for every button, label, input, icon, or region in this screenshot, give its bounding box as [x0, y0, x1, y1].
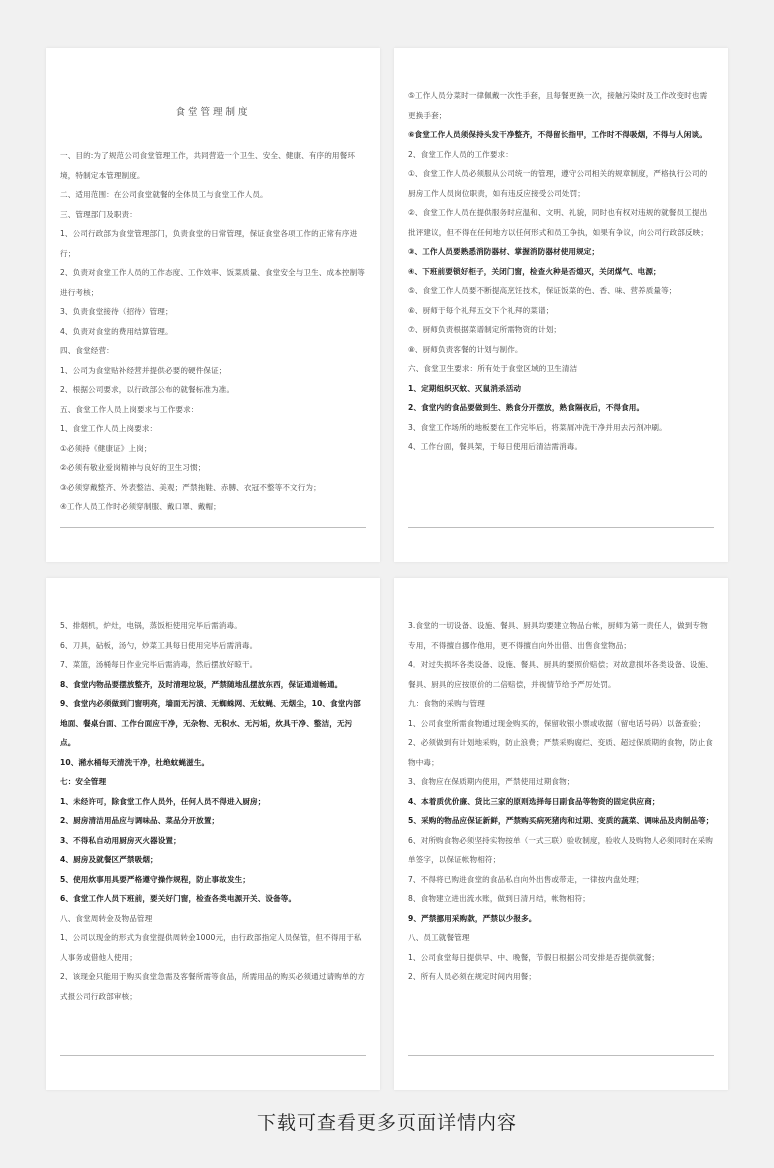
paragraph: 4、负责对食堂的费用结算管理。	[60, 326, 173, 336]
document-title: 食堂管理制度	[175, 107, 251, 118]
paragraph: ⑥食堂工作人员须保持头发干净整齐，不得留长指甲，工作时不得吸烟，不得与人闲谈。	[408, 130, 707, 139]
paragraph: 1、定期组织灭蚊、灭鼠消杀活动	[408, 383, 522, 393]
paragraph: 2、根据公司要求，以行政部公布的就餐标准为准。	[60, 385, 235, 394]
page-divider	[60, 527, 366, 528]
page-divider	[408, 1055, 714, 1056]
page-content	[408, 616, 714, 987]
paragraph: 5、使用炊事用具要严格遵守操作规程，防止事故发生；	[60, 874, 251, 884]
paragraph: 6、刀具，砧板，汤勺，炒菜工具每日使用完毕后需消毒。	[60, 640, 258, 650]
paragraph: 1、公司行政部为食堂管理部门，负责食堂的日常管理，保证食堂各项工作的正常有序进行；	[60, 229, 358, 258]
paragraph: 4、厨房及就餐区严禁吸烟；	[60, 855, 158, 864]
paragraph: 1、公司食堂每日提供早、中、晚餐，节假日根据公司安排是否提供就餐；	[408, 952, 660, 962]
paragraph: 1、公司食堂所需食物通过现金购买的，保留收银小票或收据（留电话号码）以备查验；	[408, 718, 706, 728]
paragraph: 6、食堂工作人员下班前，要关好门窗，检查各类电源开关、设备等。	[60, 894, 297, 903]
paragraph: 4．对过失损坏各类设备、设施、餐具、厨具的要照价赔偿；对故意损坏各类设备、设施、餐具、厨具的应按原价的二倍赔偿，并视情节给予严厉处罚。	[408, 660, 713, 689]
paragraph: 3、食物应在保质期内使用，严禁使用过期食物；	[408, 777, 575, 786]
paragraph: 8、食堂内物品要摆放整齐，及时清理垃圾，严禁随地乱摆放东西，保证通道畅通。	[60, 679, 343, 689]
paragraph: 4、工作台面，餐具架，于每日使用后清洁需消毒。	[408, 442, 583, 451]
paragraph: 1、公司为食堂贴补经营并提供必要的硬件保证；	[60, 365, 227, 375]
paragraph: ①、食堂工作人员必须服从公司统一的管理，遵守公司相关的规章制度，严格执行公司的厨房工作人员岗位职责，如有违反应接受公司处罚；	[408, 169, 708, 198]
paragraph: ③、工作人员要熟悉消防器材、掌握消防器材使用规定；	[408, 247, 600, 256]
paragraph: 八、员工就餐管理	[408, 933, 470, 942]
paragraph: 二、适用范围：在公司食堂就餐的全体员工与食堂工作人员。	[60, 190, 268, 199]
paragraph: 三、管理部门及职责：	[60, 209, 137, 219]
paragraph: 5、排烟机，炉灶，电锅，蒸饭柜使用完毕后需消毒。	[60, 621, 242, 630]
document-page-1	[46, 48, 380, 562]
page-divider	[60, 1055, 366, 1056]
paragraph: 1、食堂工作人员上岗要求：	[60, 424, 158, 433]
paragraph: 9、严禁挪用采购款，严禁以少报多。	[408, 913, 537, 923]
paragraph: ④、下班前要锁好柜子，关闭门窗，检查火种是否熄灭，关闭煤气、电源；	[408, 266, 661, 276]
paragraph: 9、食堂内必须做到门窗明亮，墙面无污渍、无蜘蛛网、无蚊蝇、无烟尘，10、食堂内部地面、餐桌台面、工作台面应干净，无杂物、无积水、无污垢，炊具干净、整洁，无污点。	[60, 699, 361, 747]
paragraph: ②、食堂工作人员在提供服务时应温和、文明、礼貌，同时也有权对违规的就餐员工提出批评建议，但不得在任何地方以任何形式和员工争执，如果有争议，向公司行政部反映；	[408, 208, 709, 237]
paragraph: 七：安全管理	[60, 777, 107, 786]
paragraph: 2、该现金只能用于购买食堂急需及客餐所需等食品，所需用品的购买必须通过请购单的方式报公司行政部审核；	[60, 972, 365, 1001]
paragraph: 3.食堂的一切设备、设施、餐具、厨具均要建立物品台帐，厨师为第一责任人，做到专物专用，不得擅自挪作他用，更不得擅自向外出借、出售食堂物品；	[408, 621, 708, 650]
page-content	[408, 86, 714, 457]
paragraph: 3、食堂工作场所的地板要在工作完毕后，将菜屑冲洗干净并用去污剂冲刷。	[408, 422, 667, 432]
paragraph: 八、食堂周转金及物品管理	[60, 913, 153, 923]
paragraph: ⑥、厨师于每个礼拜五交下个礼拜的菜谱；	[408, 305, 554, 315]
page-divider	[408, 527, 714, 528]
paragraph: 7、不得将已购进食堂的食品私自向外出售或带走，一律按内盘处理；	[408, 874, 644, 884]
paragraph: ⑤、食堂工作人员要不断提高烹饪技术，保证饭菜的色、香、味、营养质量等；	[408, 286, 677, 295]
paragraph: 2、所有人员必须在规定时间内用餐；	[408, 972, 537, 981]
paragraph: ④工作人员工作时必须穿制服、戴口罩、戴帽；	[60, 502, 221, 511]
page-content	[60, 616, 366, 1006]
paragraph: 2、负责对食堂工作人员的工作态度、工作效率、饭菜质量、食堂安全与卫生、成本控制等进行考核；	[60, 268, 365, 297]
paragraph: ⑦、厨师负责根据菜谱制定所需物资的计划；	[408, 325, 562, 334]
paragraph: 2、食堂内的食品要做到生、熟食分开摆放，熟食隔夜后，不得食用。	[408, 403, 645, 412]
download-more-prompt[interactable]: 下载可查看更多页面详情内容	[256, 1112, 517, 1134]
document-page-4	[394, 578, 728, 1090]
paragraph: 五、食堂工作人员上岗要求与工作要求：	[60, 404, 199, 414]
document-page-3	[46, 578, 380, 1090]
paragraph: 6、对所购食物必须坚持实物按单（一式三联）验收制度，验收人及购物人必须同时在采购单签字，以保证帐物相符；	[408, 835, 713, 864]
paragraph: 六、食堂卫生要求：所有处于食堂区域的卫生清洁	[408, 364, 578, 373]
paragraph: 2、厨房清洁用品应与调味品、菜品分开放置；	[60, 816, 220, 825]
paragraph: ②必须有敬业爱岗精神与良好的卫生习惯；	[60, 463, 206, 472]
paragraph: ⑤工作人员分菜时一律佩戴一次性手套，且每餐更换一次，接触污染时及工作改变时也需更换手套；	[408, 91, 708, 120]
paragraph: 5、采购的物品应保证新鲜，严禁购买病死猪肉和过期、变质的蔬菜、调味品及肉制品等；	[408, 816, 714, 825]
paragraph: 四、食堂经营：	[60, 346, 114, 355]
paragraph: ③必须穿戴整齐、外表整洁、美观；严禁拖鞋、赤膊、衣冠不整等不文行为；	[60, 482, 321, 492]
paragraph: 10、潲水桶每天清洗干净，杜绝蚊蝇滋生。	[60, 757, 210, 767]
paragraph: 1、未经许可，除食堂工作人员外，任何人员不得进入厨房；	[60, 796, 266, 806]
paragraph: 3、负责食堂接待（招待）管理；	[60, 307, 173, 316]
paragraph: 7、菜篮，汤桶每日作业完毕后需消毒，然后摆放好晾干。	[60, 660, 258, 669]
paragraph: 4、本着质优价廉、货比三家的原则选择每日副食品等物资的固定供应商；	[408, 796, 660, 806]
document-page-2	[394, 48, 728, 562]
paragraph: 2、食堂工作人员的工作要求：	[408, 149, 513, 159]
paragraph: 九：食物的采购与管理	[408, 699, 485, 708]
paragraph: 8、食物建立进出流水账，做到日清月结，帐物相符；	[408, 894, 590, 903]
page-content	[60, 146, 366, 517]
paragraph: 一、目的:为了规范公司食堂管理工作，共同营造一个卫生、安全、健康、有序的用餐环境，特制定本管理制度。	[60, 151, 356, 180]
paragraph: ⑧、厨师负责客餐的计划与制作。	[408, 344, 523, 354]
paragraph: 1、公司以现金的形式为食堂提供周转金1000元，由行政部指定人员保管，但不得用于私人事务或借他人使用；	[60, 933, 362, 962]
paragraph: ①必须持《健康证》上岗；	[60, 443, 152, 453]
paragraph: 3、不得私自动用厨房灭火器设置；	[60, 835, 181, 845]
paragraph: 2、必须做到有计划地采购，防止浪费；严禁采购腐烂、变质、超过保质期的食物，防止食物中毒；	[408, 738, 713, 767]
